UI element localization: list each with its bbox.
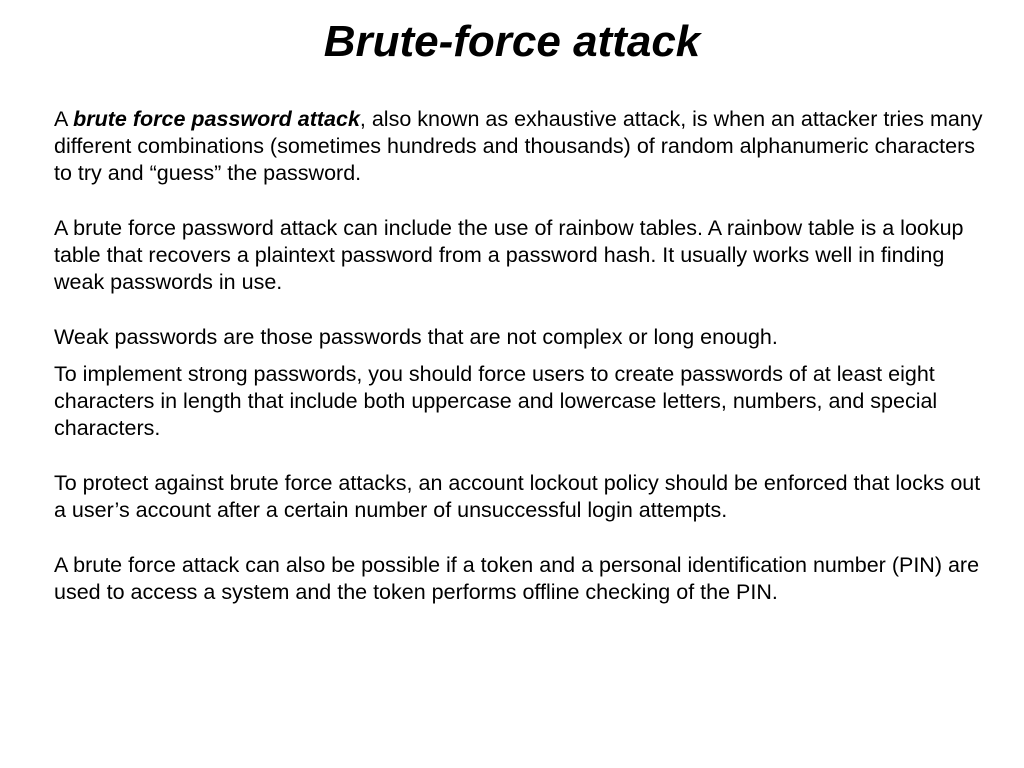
slide-body — [54, 106, 984, 606]
paragraph-lockout-policy: To protect against brute force attacks, an account lockout policy should be enforced that locks out a user’s account after a certain number of unsuccessful login attempts. — [54, 471, 981, 522]
paragraph-token-pin: A brute force attack can also be possible if a token and a personal identification number (PIN) are used to access a system and the token performs offline checking of the PIN. — [54, 553, 980, 604]
slide-title: Brute-force attack — [323, 17, 701, 66]
paragraph-strong-passwords: To implement strong passwords, you should force users to create passwords of at least eight characters in length that include both uppercase and lowercase letters, numbers, and special characters. — [54, 362, 938, 440]
paragraph-definition-lead: A — [54, 107, 74, 131]
paragraph-weak-passwords: Weak passwords are those passwords that are not complex or long enough. — [54, 325, 778, 349]
term-brute-force-password-attack: brute force password attack — [73, 107, 360, 131]
paragraph-rainbow-tables: A brute force password attack can include the use of rainbow tables. A rainbow table is a lookup table that recovers a plaintext password from a password hash. It usually works well in finding weak passwords in use. — [54, 216, 964, 294]
paragraph-definition-rest: , also known as exhaustive attack, is when an attacker tries many different combinations (sometimes hundreds and thousands) of random alphanumeric characters to try and “guess” the password. — [54, 107, 983, 185]
paragraph-definition — [54, 106, 984, 187]
